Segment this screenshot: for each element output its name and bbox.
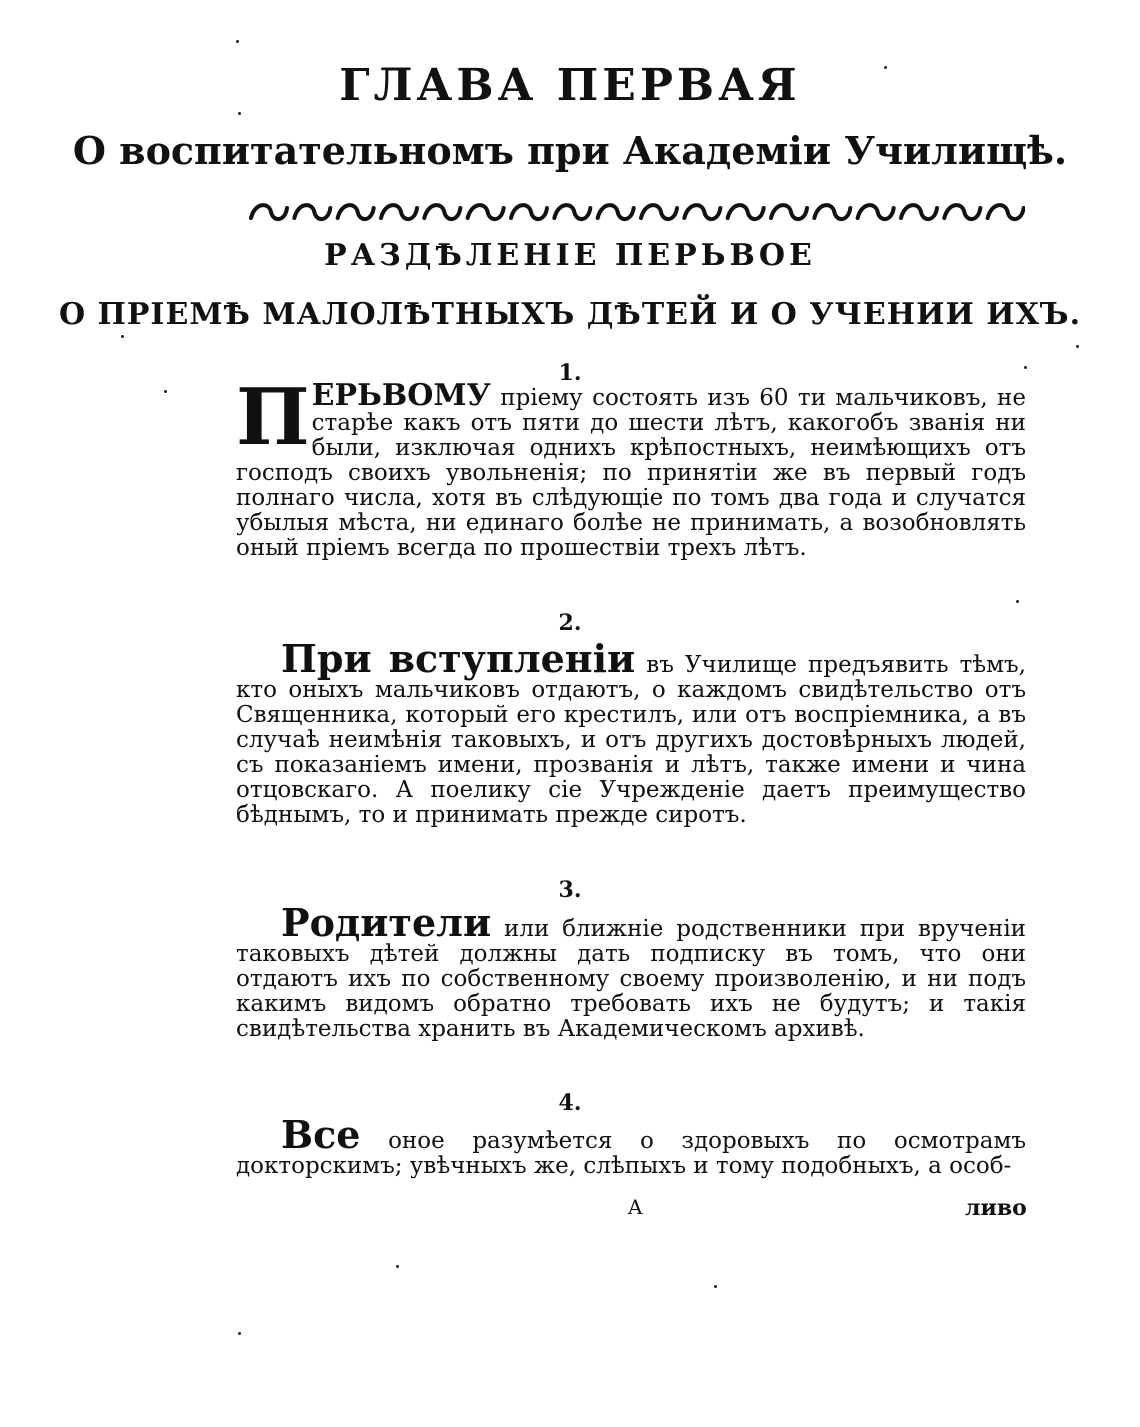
article-paragraph — [236, 1112, 1026, 1179]
lead-word: Родители — [281, 900, 492, 945]
ornament-scroll — [381, 205, 417, 219]
paragraph-text: въ Училище предъявить тѣмъ, кто оныхъ мальчиковъ отдаютъ, о каждомъ свидѣтельство отъ Священника, который его крестилъ, или отъ воспрiемника, а въ случаѣ неимѣнiя таковыхъ, и отъ другихъ достовѣрныхъ людей, съ показанiемъ имени, прозванiя и лѣтъ, также имени и чина отцовскаго. А поелику сiе Учрежденiе даетъ преимущество бѣднымъ, то и принимать прежде сиротъ. — [236, 652, 1026, 828]
ornament-scroll — [511, 205, 547, 219]
scan-speck — [1016, 600, 1019, 603]
scan-speck — [121, 335, 124, 338]
ornament-scroll — [294, 205, 330, 219]
article-number: 2. — [558, 610, 582, 636]
chapter-title: ГЛАВА ПЕРВАЯ — [339, 60, 801, 111]
scan-speck — [396, 1265, 399, 1268]
ornament-scroll — [554, 205, 590, 219]
chapter-subtitle: О воспитательномъ при Академiи Училищѣ. — [72, 128, 1068, 173]
signature-mark: A — [628, 1195, 643, 1219]
ornament-scroll — [988, 205, 1024, 219]
scan-speck — [164, 390, 167, 393]
lead-word: При вступленiи — [281, 636, 636, 681]
ornament-scroll — [728, 205, 764, 219]
ornament-scroll — [641, 205, 677, 219]
ornament-scroll — [858, 205, 894, 219]
paragraph-text: прiему состоять изъ 60 ти мальчиковъ, не — [490, 385, 1026, 411]
ornament-scroll — [684, 205, 720, 219]
paragraph-text: или ближнiе родственники при врученiи таковыхъ дѣтей должны дать подписку въ томъ, что они отдаютъ ихъ по собственному своему произволенiю, и ни подъ какимъ видомъ обратно требовать ихъ не будутъ; и такiя свидѣтельства хранить въ Академическомъ архивѣ. — [236, 916, 1026, 1042]
article-number: 1. — [558, 360, 582, 386]
scan-speck — [1024, 366, 1027, 369]
article-number: 3. — [558, 877, 582, 903]
catchword: ливо — [965, 1195, 1027, 1221]
paragraph-text: оное разумѣется о здоровыхъ по осмотрамъ докторскимъ; увѣчныхъ же, слѣпыхъ и тому подобныхъ, а особ- — [236, 1128, 1026, 1179]
lead-word: ЕРЬВОМУ — [311, 378, 491, 413]
ornament-scroll — [424, 205, 460, 219]
ornament-scroll — [598, 205, 634, 219]
ornament-scroll — [771, 205, 807, 219]
article-number: 4. — [558, 1090, 582, 1116]
scan-speck — [884, 66, 887, 69]
section-title: РАЗДѢЛЕНIЕ ПЕРЬВОЕ — [324, 238, 816, 273]
paragraph-text: старѣе какъ отъ пяти до шести лѣтъ, какогобъ званiя ни были, изключая однихъ крѣпостныхъ, неимѣющихъ отъ господъ своихъ увольненiя; по принятiи же въ первый годъ полнаго числа, хотя въ слѣдующiе по томъ два года и случатся убылыя мѣста, ни единаго болѣе не принимать, а возобновлять оный прiемъ всегда по прошествiи трехъ лѣтъ. — [236, 410, 1026, 561]
ornament-divider — [245, 196, 1025, 230]
scan-speck — [238, 1332, 241, 1335]
article-paragraph — [236, 636, 1026, 828]
ornament-scroll — [944, 205, 980, 219]
ornament-scroll — [468, 205, 504, 219]
ornament-scroll — [814, 205, 850, 219]
scan-speck — [238, 112, 241, 115]
lead-word: Все — [281, 1112, 361, 1157]
ornament-scroll — [251, 205, 287, 219]
section-subtitle: О ПРIЕМѢ МАЛОЛѢТНЫХЪ ДѢТЕЙ И О УЧЕНИИ ИХЪ. — [58, 297, 1082, 332]
scan-speck — [714, 1285, 717, 1288]
article-paragraph — [236, 900, 1026, 1042]
ornament-scroll — [901, 205, 937, 219]
scan-speck — [236, 40, 239, 43]
ornament-scroll — [338, 205, 374, 219]
scan-speck — [1076, 345, 1079, 348]
article-paragraph — [236, 372, 1026, 561]
drop-cap: П — [236, 372, 310, 463]
